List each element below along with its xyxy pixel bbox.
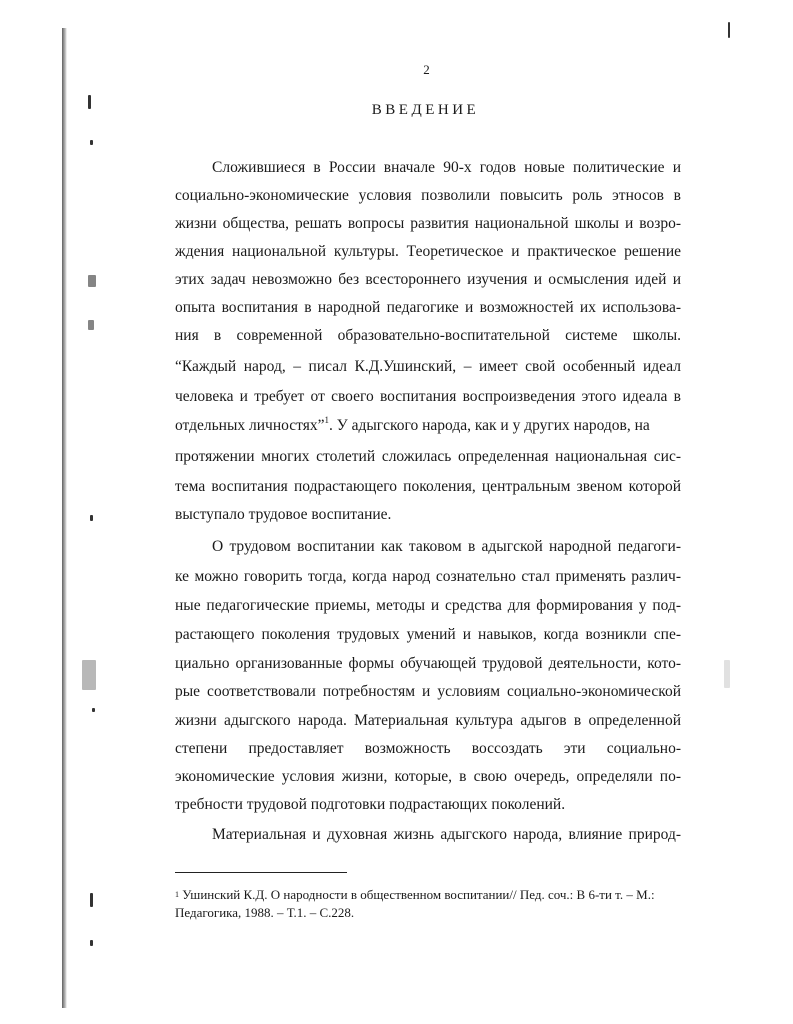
text-line: требности трудовой подготовки подрастающих поколений. bbox=[175, 796, 566, 813]
footnote-marker: 1 bbox=[175, 890, 179, 899]
text-line: человека и требует от своего воспитания воспроизведения этого идеала в bbox=[175, 388, 681, 405]
scan-speck bbox=[82, 660, 96, 690]
text-line: опыта воспитания в народной педагогике и возможностей их использова- bbox=[175, 299, 681, 316]
text-line: растающего поколения трудовых умений и навыков, когда возникли спе- bbox=[175, 626, 681, 643]
footnote-divider bbox=[175, 872, 347, 873]
scan-speck bbox=[724, 660, 730, 688]
scan-speck bbox=[90, 140, 93, 145]
text-fragment: . У адыгского народа, как и у других народов, на bbox=[328, 417, 650, 434]
page-number: 2 bbox=[423, 62, 430, 77]
text-line: экономические условия жизни, которые, в свою очередь, определяли по- bbox=[175, 768, 681, 785]
text-fragment: отдельных личностях” bbox=[175, 417, 325, 434]
scan-binding-edge bbox=[62, 28, 67, 1008]
text-line: “Каждый народ, – писал К.Д.Ушинский, – имеет свой особенный идеал bbox=[175, 358, 681, 375]
text-line: Сложившиеся в России вначале 90-х годов новые политические и bbox=[212, 159, 681, 176]
text-line: жизни адыгского народа. Материальная культура адыгов в определенной bbox=[175, 712, 681, 729]
text-line: ные педагогические приемы, методы и средства для формирования у под- bbox=[175, 597, 681, 614]
scan-speck bbox=[90, 940, 93, 946]
text-line: ждения национальной культуры. Теоретическое и практическое решение bbox=[175, 243, 681, 260]
scan-speck bbox=[88, 275, 96, 287]
text-line: Материальная и духовная жизнь адыгского народа, влияние природ- bbox=[212, 826, 681, 843]
text-line: степени предоставляет возможность воссоздать эти социально- bbox=[175, 740, 681, 757]
scan-speck bbox=[92, 708, 95, 712]
text-line: ния в современной образовательно-воспитательной системе школы. bbox=[175, 327, 681, 344]
scan-speck bbox=[88, 320, 94, 330]
footnote-line: Педагогика, 1988. – Т.1. – С.228. bbox=[175, 905, 355, 920]
text-line: циально организованные формы обучающей трудовой деятельности, кото- bbox=[175, 655, 681, 672]
text-line: рые соответствовали потребностям и условиям социально-экономической bbox=[175, 683, 681, 700]
text-line: О трудовом воспитании как таковом в адыгской народной педагоги- bbox=[212, 538, 681, 555]
text-line-with-footnote bbox=[175, 415, 681, 437]
footnote-line bbox=[175, 886, 655, 904]
text-line: протяжении многих столетий сложилась определенная национальная сис- bbox=[175, 448, 681, 465]
text-line: тема воспитания подрастающего поколения, центральным звеном которой bbox=[175, 478, 681, 495]
text-line: этих задач невозможно без всестороннего изучения и осмысления идей и bbox=[175, 271, 681, 288]
scan-speck bbox=[728, 22, 730, 38]
text-line: выступало трудовое воспитание. bbox=[175, 506, 392, 523]
footnote-text: Ушинский К.Д. О народности в общественном воспитании// Пед. соч.: В 6-ти т. – М.: bbox=[179, 887, 655, 902]
scan-speck bbox=[90, 515, 93, 521]
text-line: ке можно говорить тогда, когда народ сознательно стал применять различ- bbox=[175, 568, 681, 585]
text-line: жизни общества, решать вопросы развития национальной школы и возро- bbox=[175, 215, 681, 232]
page-title: ВВЕДЕНИЕ bbox=[371, 102, 480, 118]
scan-speck bbox=[90, 893, 93, 907]
footnote-ref: 1 bbox=[324, 415, 329, 425]
text-line: социально-экономические условия позволили повысить роль этносов в bbox=[175, 187, 681, 204]
